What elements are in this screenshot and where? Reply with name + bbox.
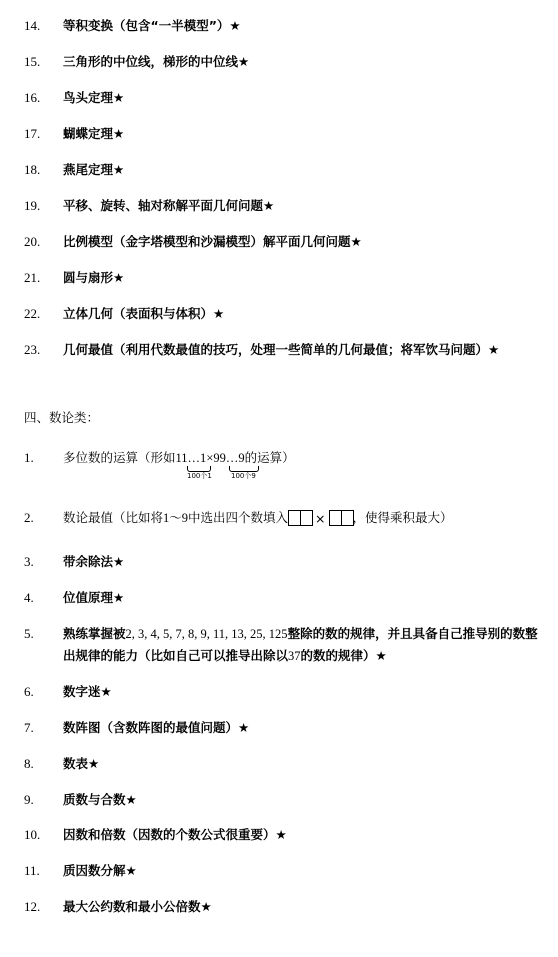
section-title: 四、数论类： <box>24 410 100 425</box>
item-text: 等积变换（包含“一半模型”）★ <box>63 18 241 33</box>
times-sign: × <box>206 451 214 465</box>
item-text: 最大公约数和最小公倍数★ <box>63 899 212 914</box>
item-text: 比例模型（金字塔模型和沙漏模型）解平面几何问题★ <box>63 234 362 249</box>
item-number: 2. <box>24 510 34 525</box>
item-number: 12. <box>24 899 41 914</box>
item-number: 11. <box>24 863 40 878</box>
item-number: 20. <box>24 234 41 249</box>
item-number: 15. <box>24 54 41 69</box>
item-number: 8. <box>24 756 34 771</box>
item-number: 17. <box>24 126 41 141</box>
item-text-suffix: ，使得乘积最大） <box>352 510 453 525</box>
list-item-continuation <box>0 647 558 665</box>
item-text: 带余除法★ <box>63 554 125 569</box>
item-text <box>63 625 538 643</box>
item-number: 23. <box>24 342 41 357</box>
digit-box <box>300 510 313 526</box>
digit-boxes-right <box>329 509 353 527</box>
item-text: 几何最值（利用代数最值的技巧，处理一些简单的几何最值；将军饮马问题）★ <box>63 342 500 357</box>
item-text: 鸟头定理★ <box>63 90 125 105</box>
item-text-prefix: 数论最值（比如将 <box>63 510 164 525</box>
item-text <box>63 647 387 665</box>
item-number: 9. <box>24 792 34 807</box>
item-text-line2-prefix: 出规律的能力（比如自己可以推导出除以 <box>63 648 289 663</box>
underbrace-label-nines: 100个9 <box>231 472 256 480</box>
item-text: 质数与合数★ <box>63 792 137 807</box>
item-number: 7. <box>24 720 34 735</box>
item-text: 数表★ <box>63 756 100 771</box>
item-text <box>63 509 453 528</box>
item-number: 22. <box>24 306 41 321</box>
item-text: 质因数分解★ <box>63 863 137 878</box>
expression-ones: 11…1 <box>175 451 207 465</box>
item-text: 位值原理★ <box>63 590 125 605</box>
divisor-37: 37 <box>288 649 301 663</box>
item-text: 因数和倍数（因数的个数公式很重要）★ <box>63 827 287 842</box>
item-number: 18. <box>24 162 41 177</box>
item-number: 6. <box>24 684 34 699</box>
item-text: 数阵图（含数阵图的最值问题）★ <box>63 720 250 735</box>
item-number: 21. <box>24 270 41 285</box>
item-text: 燕尾定理★ <box>63 162 125 177</box>
item-text-middle: 整除的数的规律，并且具备自己推导别的数整 <box>287 626 538 641</box>
item-number: 19. <box>24 198 41 213</box>
item-text-suffix: 的运算） <box>244 450 295 465</box>
item-text: 三角形的中位线，梯形的中位线★ <box>63 54 250 69</box>
item-text: 数字迷★ <box>63 684 112 699</box>
list-item <box>0 625 558 643</box>
item-number: 4. <box>24 590 34 605</box>
item-number: 14. <box>24 18 41 33</box>
item-text-middle: 中选出四个数填入 <box>188 510 289 525</box>
list-item <box>0 449 558 467</box>
underbrace-label-ones: 100个1 <box>187 472 212 480</box>
item-text: 蝴蝶定理★ <box>63 126 125 141</box>
times-sign: × <box>315 510 326 526</box>
digit-range: 1～9 <box>163 511 189 525</box>
digit-boxes-left <box>288 509 312 527</box>
item-text: 立体几何（表面积与体积）★ <box>63 306 225 321</box>
item-number: 5. <box>24 626 34 641</box>
item-text: 圆与扇形★ <box>63 270 125 285</box>
item-text-line2-suffix: 的数的规律）★ <box>300 648 387 663</box>
item-number: 3. <box>24 554 34 569</box>
item-text <box>63 449 295 467</box>
item-text-prefix: 熟练掌握被 <box>63 626 126 641</box>
item-number: 1. <box>24 450 34 465</box>
expression-nines: 99…9 <box>213 451 245 465</box>
item-text-prefix: 多位数的运算（形如 <box>63 450 176 465</box>
item-text: 平移、旋转、轴对称解平面几何问题★ <box>63 198 275 213</box>
item-number: 10. <box>24 827 41 842</box>
item-number: 16. <box>24 90 41 105</box>
divisor-list: 2, 3, 4, 5, 7, 8, 9, 11, 13, 25, 125 <box>125 627 288 641</box>
